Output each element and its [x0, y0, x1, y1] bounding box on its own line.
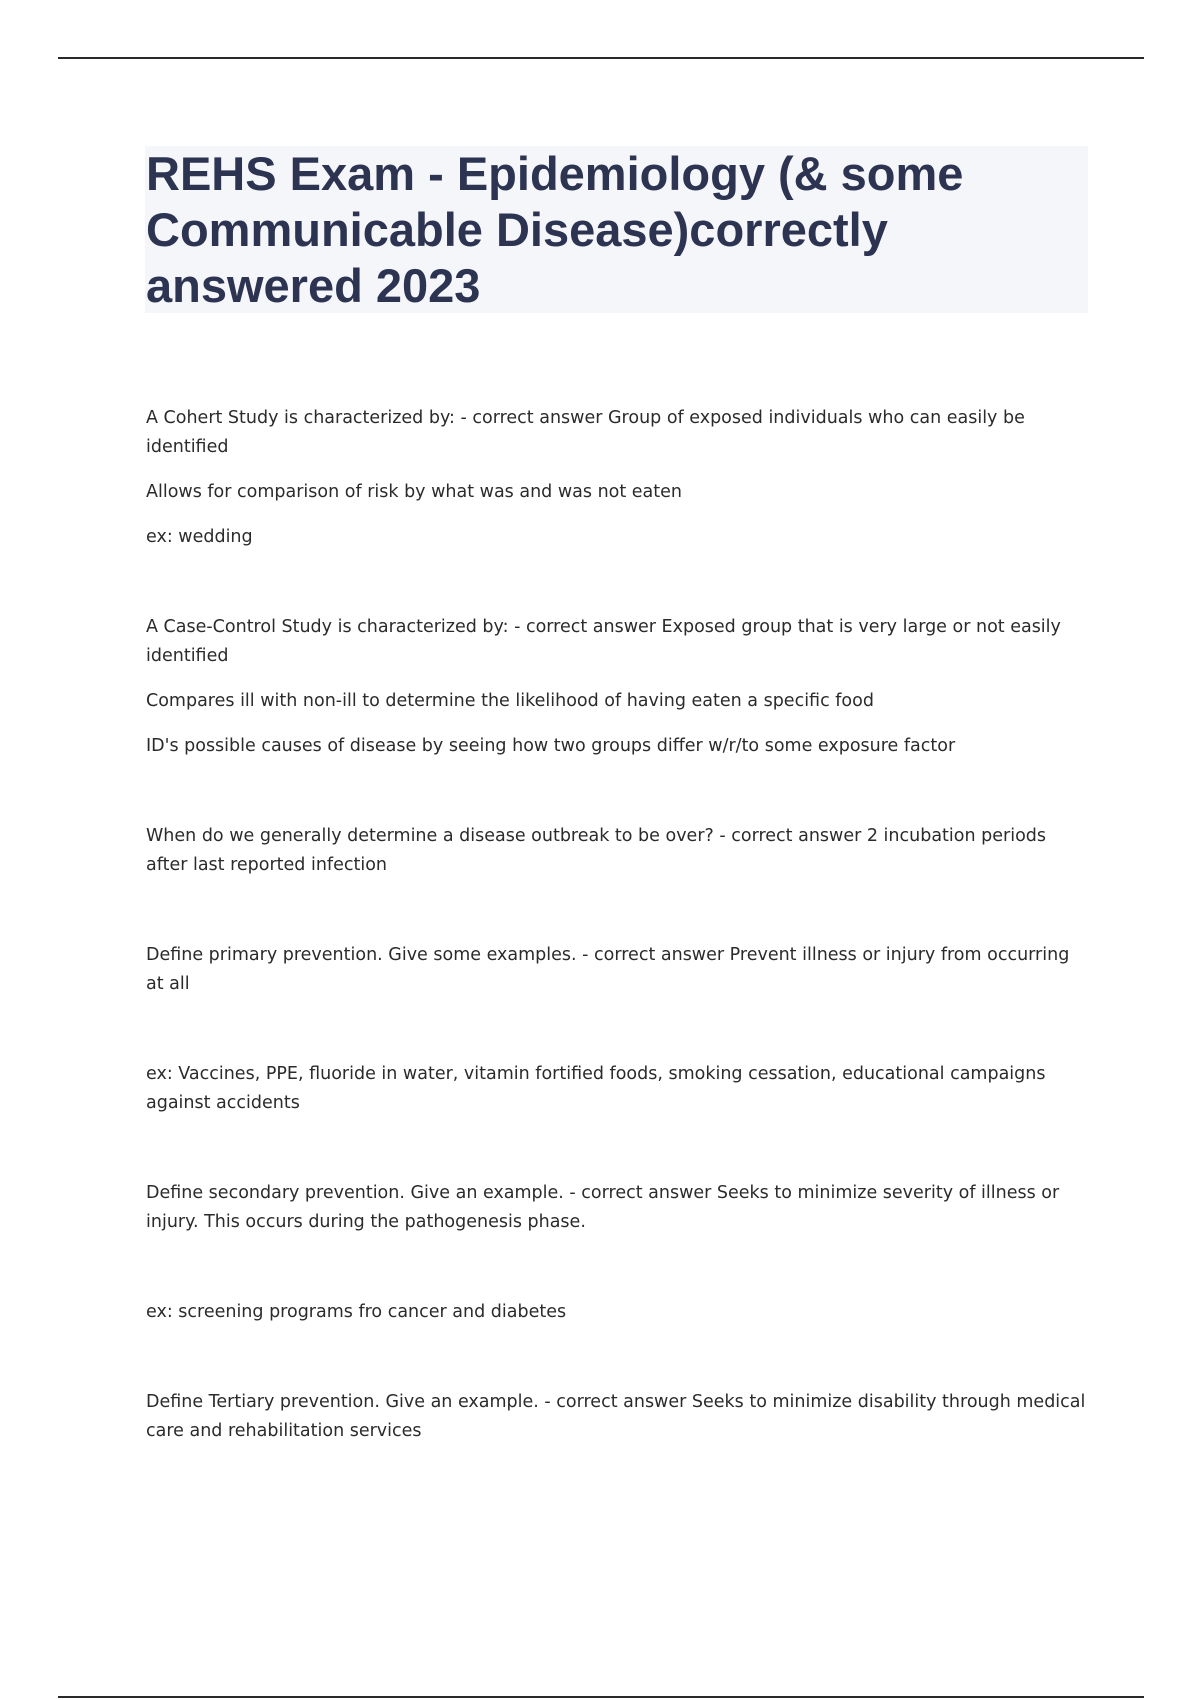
qa-detail: ex: Vaccines, PPE, fluoride in water, vitamin fortified foods, smoking cessation, educational campaigns against accidents	[146, 1064, 1046, 1113]
qa-question-answer: A Cohert Study is characterized by: - correct answer Group of exposed individuals who can easily be identified	[146, 408, 1025, 457]
qa-question-answer: Define secondary prevention. Give an example. - correct answer Seeks to minimize severity of illness or injury. This occurs during the pathogenesis phase.	[146, 1183, 1060, 1232]
qa-detail: Compares ill with non-ill to determine the likelihood of having eaten a specific food	[146, 691, 874, 711]
qa-detail: ex: wedding	[146, 527, 253, 547]
qa-block	[146, 1060, 1092, 1118]
qa-block	[146, 404, 1092, 552]
qa-block	[146, 1388, 1092, 1446]
document-body	[146, 404, 1092, 1446]
qa-block	[146, 1179, 1092, 1237]
qa-question-answer: Define Tertiary prevention. Give an example. - correct answer Seeks to minimize disability through medical care and rehabilitation services	[146, 1392, 1086, 1441]
header-rule	[58, 57, 1144, 59]
footer-rule	[58, 1696, 1144, 1698]
qa-detail: ex: screening programs fro cancer and diabetes	[146, 1302, 567, 1322]
qa-block	[146, 1298, 1092, 1327]
qa-detail: Allows for comparison of risk by what was and was not eaten	[146, 482, 682, 502]
qa-question-answer: Define primary prevention. Give some examples. - correct answer Prevent illness or injury from occurring at all	[146, 945, 1070, 994]
qa-detail: ID's possible causes of disease by seeing how two groups differ w/r/to some exposure factor	[146, 736, 956, 756]
qa-block	[146, 822, 1092, 880]
qa-question-answer: When do we generally determine a disease outbreak to be over? - correct answer 2 incubation periods after last reported infection	[146, 826, 1047, 875]
qa-question-answer: A Case-Control Study is characterized by: - correct answer Exposed group that is very large or not easily identified	[146, 617, 1061, 666]
document-title: REHS Exam - Epidemiology (& some Communicable Disease)correctly answered 2023	[146, 147, 964, 312]
qa-block	[146, 613, 1092, 761]
qa-block	[146, 941, 1092, 999]
